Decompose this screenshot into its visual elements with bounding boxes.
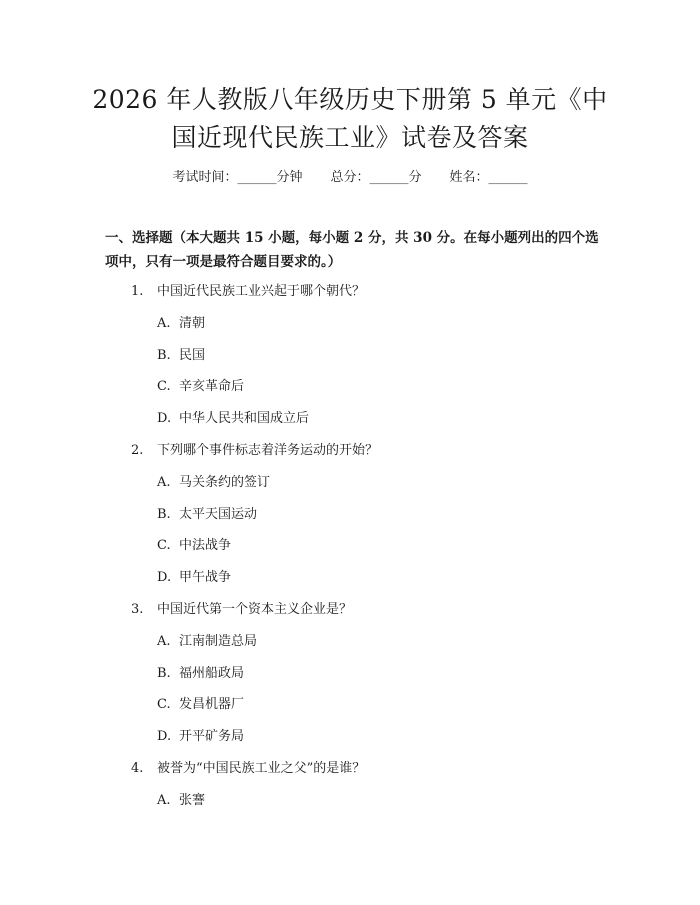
- question-text: 中国近代第一个资本主义企业是？: [157, 602, 353, 617]
- option-text: 发昌机器厂: [179, 697, 245, 712]
- option-letter: D.: [157, 570, 172, 585]
- q1-option-d: [157, 409, 309, 429]
- option-letter: A.: [157, 475, 171, 490]
- exam-meta-row: [0, 167, 700, 189]
- option-letter: B.: [157, 348, 171, 363]
- exam-time-field: 考试时间：______分钟: [172, 170, 303, 185]
- q1-option-c: [157, 377, 244, 397]
- option-text: 开平矿务局: [179, 729, 245, 744]
- question-text: 下列哪个事件标志着洋务运动的开始？: [157, 443, 379, 458]
- option-letter: B.: [157, 507, 171, 522]
- student-name-field: 姓名：______: [449, 170, 528, 185]
- option-text: 中华人民共和国成立后: [179, 411, 310, 426]
- question-4: [131, 759, 365, 779]
- option-letter: D.: [157, 411, 172, 426]
- question-number: 2.: [131, 443, 144, 458]
- option-text: 张謇: [179, 793, 206, 808]
- option-letter: C.: [157, 538, 171, 553]
- q4-option-a: [157, 791, 205, 811]
- option-text: 马关条约的签订: [179, 475, 271, 490]
- section-heading-line-1: 一、选择题（本大题共 15 小题，每小题 2 分，共 30 分。在每小题列出的四个选: [105, 230, 599, 246]
- q1-option-b: [157, 346, 205, 366]
- option-letter: D.: [157, 729, 172, 744]
- q2-option-a: [157, 473, 270, 493]
- q1-option-a: [157, 314, 205, 334]
- option-text: 清朝: [179, 316, 206, 331]
- option-text: 中法战争: [179, 538, 232, 553]
- exam-title-line-2: 国近现代民族工业》试卷及答案: [171, 123, 529, 152]
- q3-option-c: [157, 695, 244, 715]
- question-number: 1.: [131, 284, 144, 299]
- option-text: 福州船政局: [179, 666, 245, 681]
- question-text: 被誉为“中国民族工业之父”的是谁？: [157, 761, 366, 776]
- option-letter: A.: [157, 634, 171, 649]
- q3-option-d: [157, 727, 244, 747]
- q2-option-c: [157, 536, 231, 556]
- exam-title-line-1: 2026 年人教版八年级历史下册第 5 单元《中: [92, 85, 608, 114]
- option-text: 江南制造总局: [179, 634, 258, 649]
- question-number: 3.: [131, 602, 144, 617]
- q3-option-b: [157, 664, 244, 684]
- option-text: 辛亥革命后: [179, 379, 245, 394]
- option-text: 民国: [179, 348, 206, 363]
- question-text: 中国近代民族工业兴起于哪个朝代？: [157, 284, 366, 299]
- option-text: 太平天国运动: [179, 507, 258, 522]
- option-letter: A.: [157, 793, 171, 808]
- option-letter: C.: [157, 697, 171, 712]
- section-heading-line-2: 项中，只有一项是最符合题目要求的。）: [105, 254, 342, 270]
- q2-option-b: [157, 505, 257, 525]
- option-letter: A.: [157, 316, 171, 331]
- question-3: [131, 600, 352, 620]
- question-1: [131, 282, 365, 302]
- q2-option-d: [157, 568, 231, 588]
- option-letter: C.: [157, 379, 171, 394]
- option-text: 甲午战争: [179, 570, 232, 585]
- total-score-field: 总分：______分: [330, 170, 422, 185]
- question-number: 4.: [131, 761, 144, 776]
- option-letter: B.: [157, 666, 171, 681]
- q3-option-a: [157, 632, 257, 652]
- question-2: [131, 441, 378, 461]
